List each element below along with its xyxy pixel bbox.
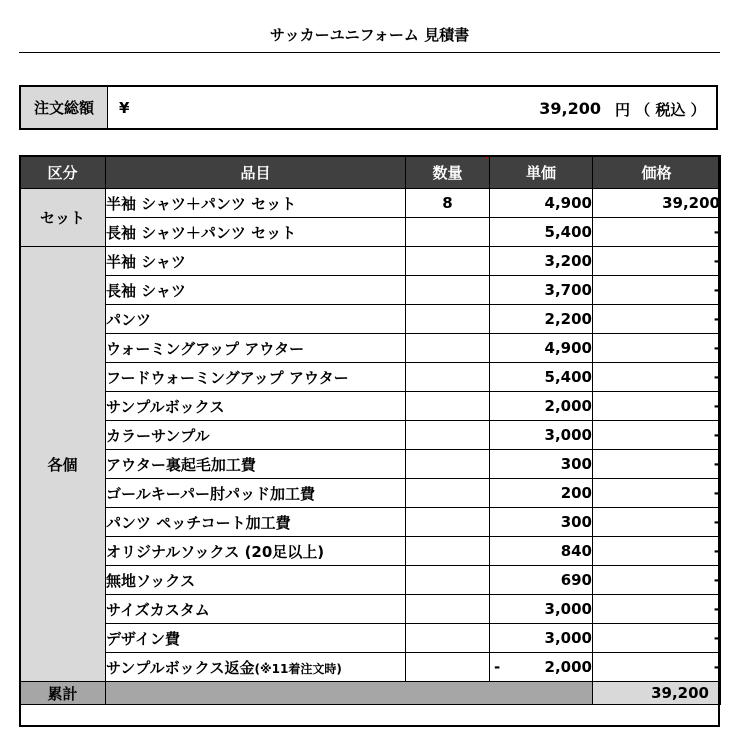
unit-price-cell: 2,000 xyxy=(490,392,593,421)
quantity-cell[interactable] xyxy=(406,566,490,595)
quantity-cell[interactable]: 8 xyxy=(406,189,490,218)
table-header-row xyxy=(20,156,721,189)
price-cell: - xyxy=(593,479,721,508)
item-note: (※11着注文時) xyxy=(254,661,342,676)
unit-price-cell: 5,400 xyxy=(490,363,593,392)
item-name: デザイン費 xyxy=(106,624,406,653)
table-row xyxy=(20,276,721,305)
item-name: 無地ソックス xyxy=(106,566,406,595)
quote-table xyxy=(19,155,721,705)
item-name: ゴールキーパー肘パッド加工費 xyxy=(106,479,406,508)
item-name: ウォーミングアップ アウター xyxy=(106,334,406,363)
unit-price-cell: 3,000 xyxy=(490,624,593,653)
item-name: パンツ xyxy=(106,305,406,334)
quantity-cell[interactable] xyxy=(406,653,490,682)
table-row xyxy=(20,363,721,392)
price-cell: - xyxy=(593,537,721,566)
category-individual: 各個 xyxy=(20,247,106,682)
table-row xyxy=(20,305,721,334)
quantity-cell[interactable] xyxy=(406,392,490,421)
item-name-text: サンプルボックス返金 xyxy=(106,658,255,677)
item-name: 長袖 シャツ xyxy=(106,276,406,305)
item-name: 半袖 シャツ xyxy=(106,247,406,276)
unit-price-cell: 2,200 xyxy=(490,305,593,334)
order-total-box xyxy=(19,85,718,130)
negative-sign: - xyxy=(494,658,501,676)
item-name: フードウォーミングアップ アウター xyxy=(106,363,406,392)
unit-price-cell: 3,000 xyxy=(490,595,593,624)
quantity-cell[interactable] xyxy=(406,421,490,450)
table-row xyxy=(20,653,721,682)
quantity-cell[interactable] xyxy=(406,247,490,276)
price-cell: - xyxy=(593,276,721,305)
price-cell: - xyxy=(593,363,721,392)
table-row xyxy=(20,595,721,624)
table-row xyxy=(20,450,721,479)
quantity-cell[interactable] xyxy=(406,450,490,479)
unit-price-cell: 5,400 xyxy=(490,218,593,247)
price-cell: - xyxy=(593,624,721,653)
header-category: 区分 xyxy=(20,156,106,189)
total-spacer xyxy=(106,682,593,705)
quantity-cell[interactable] xyxy=(406,537,490,566)
price-cell: - xyxy=(593,450,721,479)
header-quantity: 数量 xyxy=(406,156,490,189)
unit-price-cell: 840 xyxy=(490,537,593,566)
quantity-cell[interactable] xyxy=(406,508,490,537)
quantity-cell[interactable] xyxy=(406,334,490,363)
item-name xyxy=(106,653,406,682)
unit-price-cell: 300 xyxy=(490,450,593,479)
order-total-label: 注文総額 xyxy=(21,87,108,128)
table-row xyxy=(20,566,721,595)
currency-symbol: ¥ xyxy=(119,99,130,117)
price-cell: - xyxy=(593,305,721,334)
unit-price-cell: 3,700 xyxy=(490,276,593,305)
unit-price-cell: 4,900 xyxy=(490,334,593,363)
quantity-cell[interactable] xyxy=(406,479,490,508)
document-title: サッカーユニフォーム 見積書 xyxy=(269,26,470,44)
quantity-cell[interactable] xyxy=(406,624,490,653)
price-cell: - xyxy=(593,566,721,595)
unit-price-value: 2,000 xyxy=(544,658,592,676)
item-name: パンツ ペッチコート加工費 xyxy=(106,508,406,537)
table-row xyxy=(20,537,721,566)
item-name: 長袖 シャツ＋パンツ セット xyxy=(106,218,406,247)
comment-indicator-icon xyxy=(483,155,488,160)
item-name: サンプルボックス xyxy=(106,392,406,421)
price-cell: - xyxy=(593,421,721,450)
table-row xyxy=(20,189,721,218)
price-cell: - xyxy=(593,392,721,421)
price-cell: - xyxy=(593,334,721,363)
table-row xyxy=(20,218,721,247)
quantity-cell[interactable] xyxy=(406,218,490,247)
price-cell: - xyxy=(593,653,721,682)
quantity-cell[interactable] xyxy=(406,363,490,392)
table-row xyxy=(20,624,721,653)
header-item: 品目 xyxy=(106,156,406,189)
unit-price-cell: 200 xyxy=(490,479,593,508)
category-set: セット xyxy=(20,189,106,247)
price-cell: - xyxy=(593,247,721,276)
unit-price-cell: 690 xyxy=(490,566,593,595)
item-name: カラーサンプル xyxy=(106,421,406,450)
table-row xyxy=(20,421,721,450)
price-cell: 39,200 xyxy=(593,189,721,218)
item-name: オリジナルソックス (20足以上) xyxy=(106,537,406,566)
unit-price-cell: 4,900 xyxy=(490,189,593,218)
price-cell: - xyxy=(593,218,721,247)
order-total-amount: 39,200 xyxy=(539,99,601,118)
total-row xyxy=(20,682,721,705)
table-row xyxy=(20,247,721,276)
table-row xyxy=(20,479,721,508)
quantity-cell[interactable] xyxy=(406,595,490,624)
unit-price-cell: 3,000 xyxy=(490,421,593,450)
unit-price-cell: 3,200 xyxy=(490,247,593,276)
header-price: 価格 xyxy=(593,156,721,189)
unit-price-cell xyxy=(490,653,593,682)
unit-price-cell: 300 xyxy=(490,508,593,537)
table-row xyxy=(20,392,721,421)
header-unit-price: 単価 xyxy=(490,156,593,189)
item-name: サイズカスタム xyxy=(106,595,406,624)
price-cell: - xyxy=(593,508,721,537)
table-row xyxy=(20,508,721,537)
table-row xyxy=(20,334,721,363)
price-cell: - xyxy=(593,595,721,624)
item-name: アウター裏起毛加工費 xyxy=(106,450,406,479)
title-underline xyxy=(19,52,720,53)
order-total-unit: 円 （ 税込 ） xyxy=(615,101,706,119)
quantity-cell[interactable] xyxy=(406,276,490,305)
item-name: 半袖 シャツ＋パンツ セット xyxy=(106,189,406,218)
total-value: 39,200 xyxy=(593,682,721,705)
total-label: 累計 xyxy=(20,682,106,705)
quantity-cell[interactable] xyxy=(406,305,490,334)
